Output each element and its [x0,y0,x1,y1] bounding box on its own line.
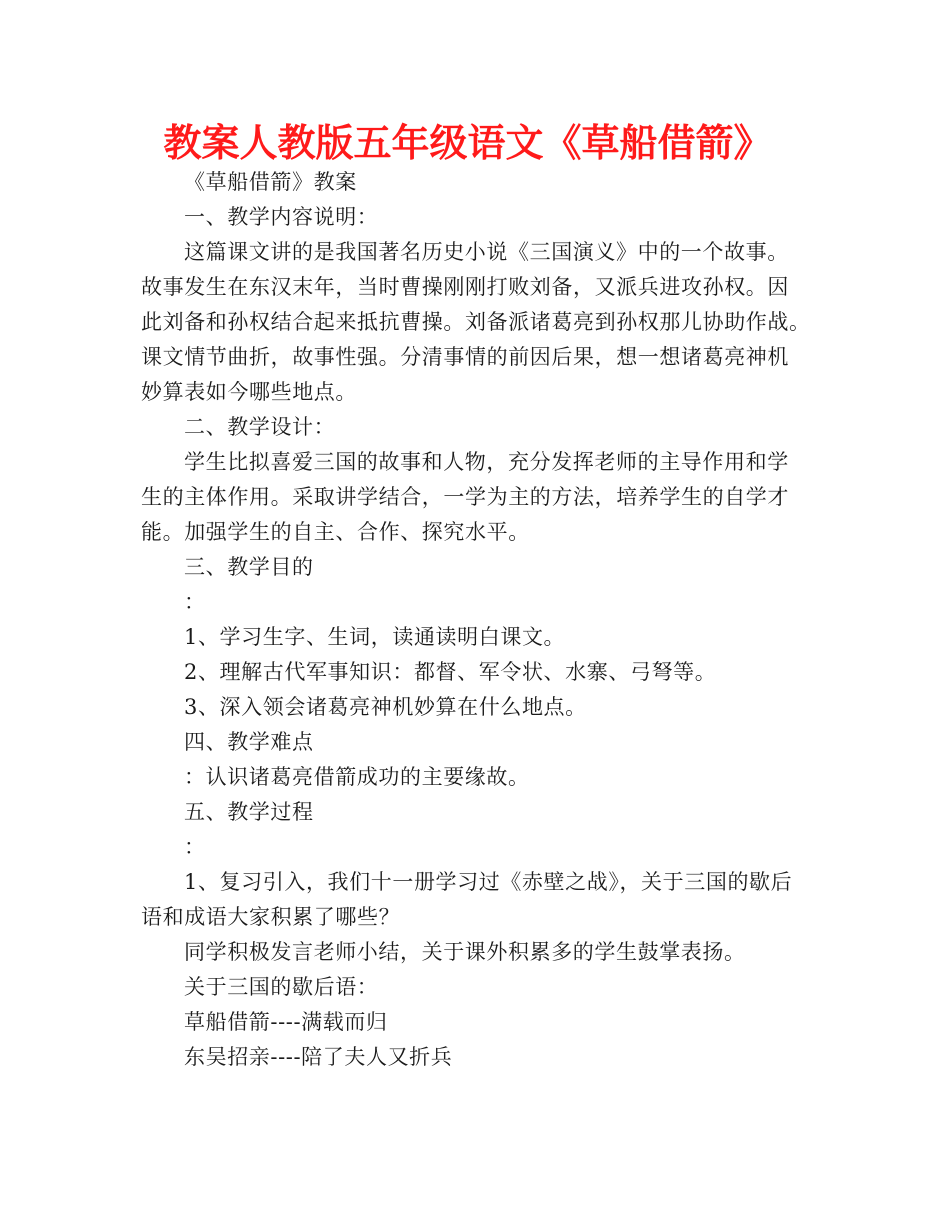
document-title: 教案人教版五年级语文《草船借箭》 [163,121,772,165]
paragraph-line: 同学积极发言老师小结，关于课外积累多的学生鼓掌表扬。 [184,940,746,964]
paragraph-line: 草船借箭----满载而归 [184,1010,388,1034]
paragraph-line: 这篇课文讲的是我国著名历史小说《三国演义》中的一个故事。 [184,240,789,264]
paragraph-line: 妙算表如今哪些地点。 [141,380,357,404]
list-item: 1、学习生字、生词，读通读明白课文。 [184,625,566,649]
paragraph-line: 语和成语大家积累了哪些？ [141,905,401,929]
section-heading: 五、教学过程 [184,800,314,824]
list-item: 3、深入领会诸葛亮神机妙算在什么地点。 [184,695,587,719]
paragraph-line: 1、复习引入，我们十一册学习过《赤壁之战》，关于三国的歇后 [184,870,793,894]
subtitle-line: 《草船借箭》教案 [184,170,357,194]
list-item: 2、理解古代军事知识：都督、军令状、水寨、弓弩等。 [184,660,717,684]
section-heading: 三、教学目的 [184,555,314,579]
paragraph-line: ： [184,835,206,859]
paragraph-line: 东吴招亲----陪了夫人又折兵 [184,1045,453,1069]
paragraph-line: 此刘备和孙权结合起来抵抗曹操。刘备派诸葛亮到孙权那儿协助作战。 [141,310,811,334]
paragraph-line: 能。加强学生的自主、合作、探究水平。 [141,520,530,544]
section-heading: 四、教学难点 [184,730,314,754]
paragraph-line: 故事发生在东汉末年，当时曹操刚刚打败刘备，又派兵进攻孙权。因 [141,275,789,299]
paragraph-line: 课文情节曲折，故事性强。分清事情的前因后果，想一想诸葛亮神机 [141,345,789,369]
section-heading: 二、教学设计： [184,415,336,439]
paragraph-line: ：认识诸葛亮借箭成功的主要缘故。 [184,765,530,789]
section-heading: 一、教学内容说明： [184,205,379,229]
paragraph-line: ： [184,590,206,614]
paragraph-line: 学生比拟喜爱三国的故事和人物，充分发挥老师的主导作用和学 [184,450,789,474]
paragraph-line: 关于三国的歇后语： [184,975,379,999]
paragraph-line: 生的主体作用。采取讲学结合，一学为主的方法，培养学生的自学才 [141,485,789,509]
